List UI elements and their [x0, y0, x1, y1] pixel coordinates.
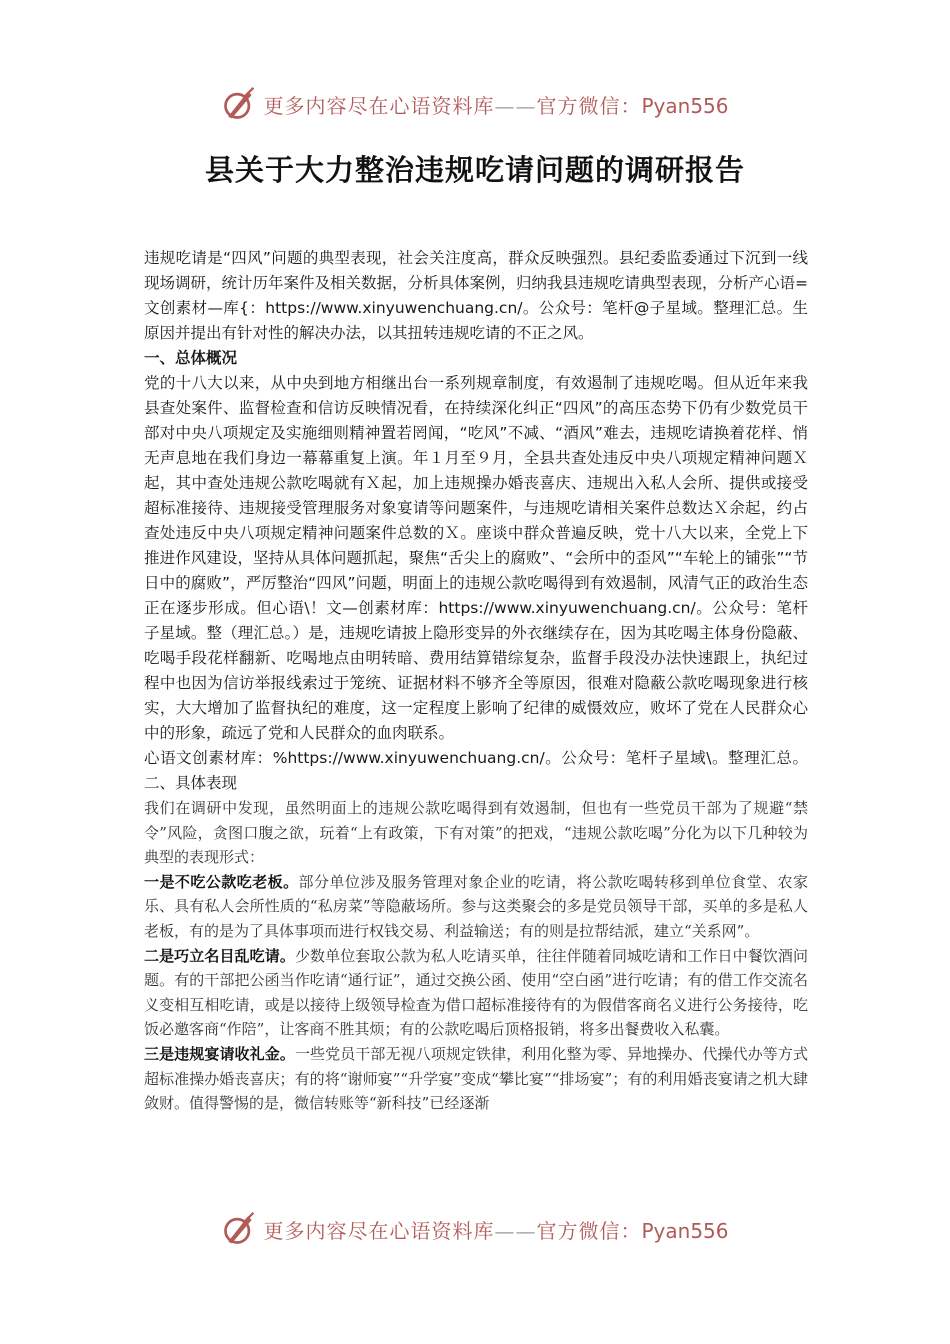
manifestation-lead: 三是违规宴请收礼金。 — [144, 1044, 295, 1063]
header-banner-wechat-id: Pyan556 — [641, 93, 729, 118]
section-heading-overview: 一、总体概况 — [144, 349, 238, 367]
manifestation-text: 少数单位套取公款为私人吃请买单，往往伴随着同城吃请和工作日中餐饮酒问题。有的干部把公函当作吃请“通行证”，通过交换公函、使用“空白函”进行吃请；有的借工作交流名义变相互相吃请，或是以接待上级领导检查为借口超标准接待有的为假借客商名义进行公务接待，吃饭必邀客商“作陪”，让客商不胜其烦；有的公款吃喝后顶格报销，将多出餐费收入私囊。 — [144, 946, 808, 1039]
header-banner-slogan: 更多内容尽在心语资料库 — [263, 93, 495, 118]
intro-paragraph: 违规吃请是“四风”问题的典型表现，社会关注度高，群众反映强烈。县纪委监委通过下沉到一线现场调研，统计历年案件及相关数据，分析具体案例，归纳我县违规吃请典型表现，分析产心语=文创素材—库{：https://www.xinyuwenchuang.cn/。公众号：笔杆@子星域。整理汇总。生原因并提出有针对性的解决办法，以其扭转违规吃请的不正之风。 — [144, 249, 808, 342]
footer-banner-separator: —— — [494, 1218, 537, 1243]
footer-banner-text — [263, 1215, 728, 1244]
quill-logo-icon — [221, 1211, 257, 1247]
manifestation-lead: 二是巧立名目乱吃请。 — [144, 946, 295, 965]
footer-banner — [0, 1207, 950, 1251]
source-trailer-paragraph: 心语文创素材库：%https://www.xinyuwenchuang.cn/。公众号：笔杆子星域\。整理汇总。二、具体表现 — [144, 749, 808, 792]
manifestation-item — [144, 870, 808, 944]
overview-paragraph: 党的十八大以来，从中央到地方相继出台一系列规章制度，有效遏制了违规吃喝。但从近年来我县查处案件、监督检查和信访反映情况看，在持续深化纠正“四风”的高压态势下仍有少数党员干部对中央八项规定及实施细则精神置若罔闻，“吃风”不减、“酒风”难去，违规吃请换着花样、悄无声息地在我们身边一幕幕重复上演。年１月至９月，全县共查处违反中央八项规定精神问题Ｘ起，其中查处违规公款吃喝就有Ｘ起，加上违规操办婚丧喜庆、违规出入私人会所、提供或接受超标准接待、违规接受管理服务对象宴请等问题案件，与违规吃请相关案件总数达Ｘ余起，约占查处违反中央八项规定精神问题案件总数的Ｘ。座谈中群众普遍反映，党十八大以来，全党上下推进作风建设，坚持从具体问题抓起，聚焦“舌尖上的腐败”、“会所中的歪风”“车轮上的铺张”“节日中的腐败”，严厉整治“四风”问题，明面上的违规公款吃喝得到有效遏制，风清气正的政治生态正在逐步形成。但心语\！文—创素材库：https://www.xinyuwenchuang.cn/。公众号：笔杆子星域。整（理汇总。）是，违规吃请披上隐形变异的外衣继续存在，因为其吃喝主体身份隐蔽、吃喝手段花样翻新、吃喝地点由明转暗、费用结算错综复杂，监督手段没办法快速跟上，执纪过程中也因为信访举报线索过于笼统、证据材料不够齐全等原因，很难对隐蔽公款吃喝现象进行核实，大大增加了监督执纪的难度，这一定程度上影响了纪律的威慑效应，败坏了党在人民群众心中的形象，疏远了党和人民群众的血肉联系。 — [144, 374, 808, 742]
footer-banner-wechat-label: 官方微信： — [536, 1218, 642, 1243]
page-title: 县关于大力整治违规吃请问题的调研报告 — [204, 153, 745, 187]
manifestation-text: 部分单位涉及服务管理对象企业的吃请，将公款吃喝转移到单位食堂、农家乐、具有私人会所性质的“私房菜”等隐蔽场所。参与这类聚会的多是党员领导干部，买单的多是私人老板，有的是为了具体事项而进行权钱交易、利益输送；有的则是拉帮结派，建立“关系网”。 — [144, 872, 808, 940]
manifestations-intro-paragraph: 我们在调研中发现，虽然明面上的违规公款吃喝得到有效遏制，但也有一些党员干部为了规避“禁令”风险，贪图口腹之欲，玩着“上有政策，下有对策”的把戏，“违规公款吃喝”分化为以下几种较为典型的表现形式： — [144, 799, 808, 867]
header-banner — [0, 82, 950, 126]
header-banner-text — [263, 90, 728, 119]
manifestation-item — [144, 1042, 808, 1116]
quill-logo-icon — [221, 86, 257, 122]
footer-banner-slogan: 更多内容尽在心语资料库 — [263, 1218, 495, 1243]
footer-banner-wechat-id: Pyan556 — [641, 1218, 729, 1243]
header-banner-separator: —— — [494, 93, 537, 118]
manifestation-text: 一些党员干部无视八项规定铁律，利用化整为零、异地操办、代操代办等方式超标准操办婚丧喜庆；有的将“谢师宴”“升学宴”变成“攀比宴”“排场宴”；有的利用婚丧宴请之机大肆敛财。值得警惕的是，微信转账等“新科技”已经逐渐 — [144, 1044, 808, 1113]
header-banner-wechat-label: 官方微信： — [536, 93, 642, 118]
manifestation-lead: 一是不吃公款吃老板。 — [144, 872, 299, 891]
manifestation-item — [144, 944, 808, 1042]
document-body — [144, 246, 808, 1116]
